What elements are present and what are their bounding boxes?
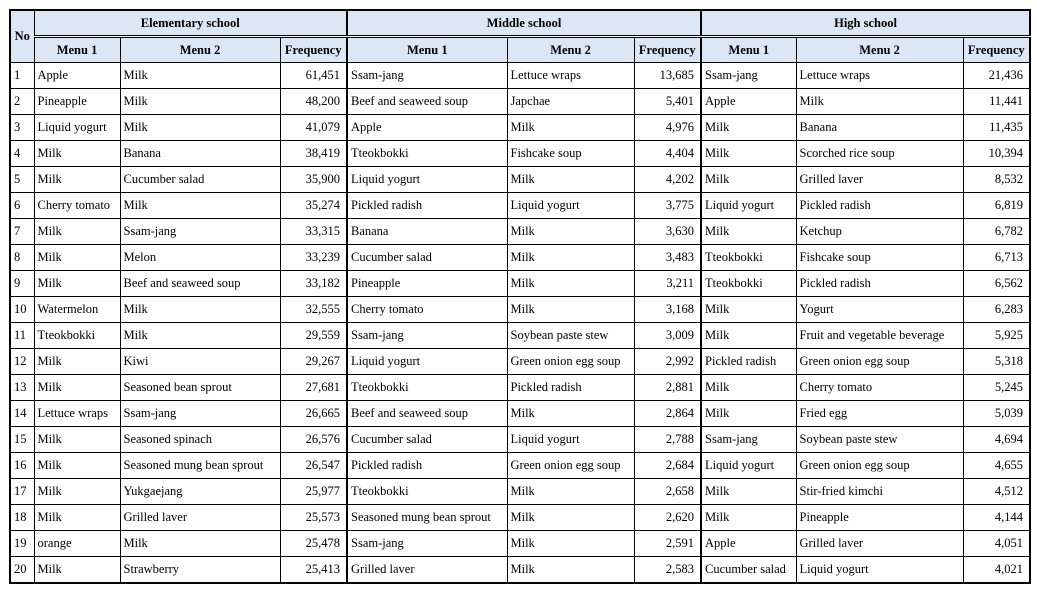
elementary-menu1-cell: Pineapple [34,89,120,115]
high-menu2-cell: Scorched rice soup [796,141,963,167]
high-menu1-cell: Milk [701,479,796,505]
middle-menu1-cell: Beef and seaweed soup [347,89,507,115]
middle-menu1-cell: Pickled radish [347,193,507,219]
high-menu1-cell: Tteokbokki [701,245,796,271]
table-row [10,245,1030,271]
elementary-menu1-cell: Lettuce wraps [34,401,120,427]
high-menu1-cell: Milk [701,115,796,141]
middle-menu1-cell: Seasoned mung bean sprout [347,505,507,531]
high-menu2-cell: Cherry tomato [796,375,963,401]
high-menu1-cell: Cucumber salad [701,557,796,584]
elementary-school-header: Elementary school [34,10,347,37]
high-menu2-cell: Pickled radish [796,193,963,219]
table-row [10,531,1030,557]
high-menu1-cell: Milk [701,401,796,427]
high-menu1-cell: Apple [701,89,796,115]
elementary-menu2-cell: Milk [120,89,280,115]
middle-menu1-cell: Cherry tomato [347,297,507,323]
high-school-header: High school [701,10,1030,37]
middle-frequency-cell: 4,404 [634,141,701,167]
middle-frequency-cell: 2,620 [634,505,701,531]
middle-menu2-cell: Pickled radish [507,375,634,401]
middle-frequency-cell: 5,401 [634,89,701,115]
elementary-frequency-cell: 26,576 [280,427,347,453]
middle-menu1-cell: Banana [347,219,507,245]
high-frequency-cell: 6,713 [963,245,1030,271]
row-number-cell: 14 [10,401,34,427]
elementary-frequency-cell: 35,274 [280,193,347,219]
middle-menu1-cell: Cucumber salad [347,245,507,271]
elementary-frequency-cell: 26,547 [280,453,347,479]
table-row [10,427,1030,453]
high-menu2-cell: Fruit and vegetable beverage [796,323,963,349]
middle-menu1-cell: Tteokbokki [347,479,507,505]
elementary-menu2-cell: Seasoned bean sprout [120,375,280,401]
high-frequency-cell: 6,782 [963,219,1030,245]
middle-school-header: Middle school [347,10,701,37]
middle-menu2-cell: Green onion egg soup [507,349,634,375]
elementary-frequency-cell: 25,413 [280,557,347,584]
middle-menu2-cell: Milk [507,219,634,245]
row-number-cell: 9 [10,271,34,297]
high-menu2-cell: Banana [796,115,963,141]
high-menu2-cell: Yogurt [796,297,963,323]
table-row [10,219,1030,245]
table-row [10,401,1030,427]
elementary-frequency-cell: 25,478 [280,531,347,557]
elementary-menu1-cell: Milk [34,453,120,479]
middle-menu1-cell: Pineapple [347,271,507,297]
table-row [10,167,1030,193]
middle-menu1-cell: Cucumber salad [347,427,507,453]
elementary-frequency-cell: 25,573 [280,505,347,531]
high-menu2-cell: Fried egg [796,401,963,427]
high-menu1-cell: Liquid yogurt [701,453,796,479]
middle-menu2-cell: Milk [507,401,634,427]
high-frequency-cell: 8,532 [963,167,1030,193]
elementary-menu2-cell: Milk [120,115,280,141]
elementary-menu2-cell: Grilled laver [120,505,280,531]
row-number-cell: 12 [10,349,34,375]
elementary-frequency-cell: 35,900 [280,167,347,193]
table-row [10,323,1030,349]
high-menu1-cell: Ssam-jang [701,427,796,453]
elementary-menu1-cell: Milk [34,219,120,245]
high-menu2-header: Menu 2 [796,37,963,63]
table-row [10,375,1030,401]
high-frequency-cell: 11,441 [963,89,1030,115]
elementary-menu2-cell: Melon [120,245,280,271]
middle-menu2-cell: Green onion egg soup [507,453,634,479]
middle-frequency-cell: 2,992 [634,349,701,375]
elementary-menu2-cell: Milk [120,297,280,323]
high-menu1-header: Menu 1 [701,37,796,63]
elementary-menu1-cell: Milk [34,375,120,401]
elementary-menu2-cell: Strawberry [120,557,280,584]
middle-menu2-cell: Milk [507,531,634,557]
high-menu2-cell: Pineapple [796,505,963,531]
row-number-cell: 5 [10,167,34,193]
middle-menu2-header: Menu 2 [507,37,634,63]
middle-menu2-cell: Liquid yogurt [507,193,634,219]
row-number-cell: 2 [10,89,34,115]
middle-menu2-cell: Lettuce wraps [507,63,634,89]
row-number-cell: 7 [10,219,34,245]
elementary-menu1-cell: Milk [34,271,120,297]
elementary-menu2-cell: Seasoned spinach [120,427,280,453]
middle-frequency-cell: 2,864 [634,401,701,427]
row-number-cell: 3 [10,115,34,141]
elementary-menu2-cell: Cucumber salad [120,167,280,193]
elementary-menu2-cell: Banana [120,141,280,167]
high-frequency-cell: 4,144 [963,505,1030,531]
elementary-frequency-cell: 33,315 [280,219,347,245]
high-menu1-cell: Milk [701,323,796,349]
elementary-menu1-cell: Milk [34,479,120,505]
middle-menu2-cell: Soybean paste stew [507,323,634,349]
table-row [10,453,1030,479]
middle-menu1-cell: Apple [347,115,507,141]
middle-frequency-cell: 4,976 [634,115,701,141]
middle-menu1-cell: Pickled radish [347,453,507,479]
high-menu1-cell: Apple [701,531,796,557]
high-menu2-cell: Pickled radish [796,271,963,297]
middle-menu1-cell: Liquid yogurt [347,167,507,193]
high-menu2-cell: Green onion egg soup [796,349,963,375]
table-container [9,9,1031,584]
elementary-frequency-cell: 61,451 [280,63,347,89]
middle-menu2-cell: Milk [507,167,634,193]
high-frequency-cell: 21,436 [963,63,1030,89]
elementary-frequency-cell: 48,200 [280,89,347,115]
middle-frequency-cell: 2,591 [634,531,701,557]
high-menu2-cell: Grilled laver [796,531,963,557]
menu-frequency-table [9,9,1031,584]
high-menu1-cell: Milk [701,167,796,193]
middle-frequency-cell: 3,630 [634,219,701,245]
elementary-menu2-cell: Ssam-jang [120,401,280,427]
middle-menu2-cell: Milk [507,505,634,531]
elementary-frequency-cell: 25,977 [280,479,347,505]
middle-menu2-cell: Milk [507,297,634,323]
table-row [10,349,1030,375]
middle-menu2-cell: Milk [507,557,634,584]
row-number-cell: 8 [10,245,34,271]
elementary-menu2-cell: Milk [120,193,280,219]
elementary-menu1-cell: Milk [34,427,120,453]
high-menu2-cell: Lettuce wraps [796,63,963,89]
table-row [10,115,1030,141]
high-menu2-cell: Fishcake soup [796,245,963,271]
middle-frequency-cell: 2,788 [634,427,701,453]
row-number-cell: 11 [10,323,34,349]
elementary-menu1-cell: Milk [34,349,120,375]
table-body [10,63,1030,584]
high-frequency-cell: 4,051 [963,531,1030,557]
high-menu2-cell: Grilled laver [796,167,963,193]
elementary-menu1-cell: Milk [34,505,120,531]
middle-menu1-cell: Tteokbokki [347,375,507,401]
row-number-cell: 19 [10,531,34,557]
high-menu1-cell: Milk [701,297,796,323]
high-frequency-cell: 5,245 [963,375,1030,401]
row-number-cell: 13 [10,375,34,401]
high-menu1-cell: Milk [701,141,796,167]
elementary-menu2-cell: Milk [120,323,280,349]
elementary-frequency-cell: 27,681 [280,375,347,401]
high-frequency-cell: 4,512 [963,479,1030,505]
middle-menu1-cell: Ssam-jang [347,531,507,557]
high-frequency-cell: 5,925 [963,323,1030,349]
high-menu1-cell: Ssam-jang [701,63,796,89]
elementary-frequency-cell: 29,559 [280,323,347,349]
middle-frequency-cell: 13,685 [634,63,701,89]
middle-menu1-header: Menu 1 [347,37,507,63]
high-menu2-cell: Stir-fried kimchi [796,479,963,505]
middle-frequency-header: Frequency [634,37,701,63]
high-menu2-cell: Ketchup [796,219,963,245]
elementary-menu1-cell: Milk [34,141,120,167]
table-row [10,89,1030,115]
elementary-frequency-cell: 33,239 [280,245,347,271]
table-row [10,271,1030,297]
middle-frequency-cell: 2,583 [634,557,701,584]
elementary-menu1-cell: Milk [34,167,120,193]
elementary-menu1-cell: Liquid yogurt [34,115,120,141]
high-menu2-cell: Milk [796,89,963,115]
table-row [10,505,1030,531]
middle-menu1-cell: Grilled laver [347,557,507,584]
row-number-cell: 20 [10,557,34,584]
elementary-frequency-cell: 32,555 [280,297,347,323]
middle-menu2-cell: Milk [507,115,634,141]
middle-frequency-cell: 2,684 [634,453,701,479]
row-number-cell: 17 [10,479,34,505]
table-row [10,193,1030,219]
high-frequency-cell: 6,562 [963,271,1030,297]
table-row [10,479,1030,505]
high-frequency-cell: 5,318 [963,349,1030,375]
table-header [10,10,1030,63]
middle-menu1-cell: Beef and seaweed soup [347,401,507,427]
high-frequency-cell: 5,039 [963,401,1030,427]
elementary-menu1-cell: Milk [34,245,120,271]
high-menu1-cell: Tteokbokki [701,271,796,297]
middle-menu2-cell: Liquid yogurt [507,427,634,453]
table-row [10,63,1030,89]
high-menu1-cell: Milk [701,219,796,245]
high-frequency-cell: 4,021 [963,557,1030,584]
elementary-menu2-cell: Milk [120,531,280,557]
elementary-menu1-cell: Tteokbokki [34,323,120,349]
high-frequency-cell: 6,819 [963,193,1030,219]
elementary-menu2-cell: Milk [120,63,280,89]
middle-frequency-cell: 3,211 [634,271,701,297]
high-frequency-cell: 10,394 [963,141,1030,167]
row-number-cell: 4 [10,141,34,167]
elementary-frequency-cell: 29,267 [280,349,347,375]
elementary-frequency-cell: 26,665 [280,401,347,427]
high-menu2-cell: Liquid yogurt [796,557,963,584]
row-number-cell: 10 [10,297,34,323]
middle-menu2-cell: Fishcake soup [507,141,634,167]
high-frequency-cell: 4,655 [963,453,1030,479]
high-menu1-cell: Pickled radish [701,349,796,375]
middle-frequency-cell: 3,775 [634,193,701,219]
high-frequency-cell: 6,283 [963,297,1030,323]
row-number-cell: 15 [10,427,34,453]
elementary-menu1-cell: Apple [34,63,120,89]
middle-menu2-cell: Milk [507,245,634,271]
high-menu2-cell: Green onion egg soup [796,453,963,479]
middle-menu1-cell: Ssam-jang [347,63,507,89]
high-frequency-cell: 4,694 [963,427,1030,453]
middle-frequency-cell: 2,658 [634,479,701,505]
table-row [10,297,1030,323]
row-number-cell: 6 [10,193,34,219]
table-row [10,557,1030,584]
elementary-menu2-cell: Beef and seaweed soup [120,271,280,297]
middle-menu2-cell: Japchae [507,89,634,115]
middle-menu1-cell: Ssam-jang [347,323,507,349]
elementary-menu1-header: Menu 1 [34,37,120,63]
middle-frequency-cell: 3,483 [634,245,701,271]
table-row [10,141,1030,167]
middle-frequency-cell: 2,881 [634,375,701,401]
high-menu1-cell: Liquid yogurt [701,193,796,219]
elementary-menu1-cell: orange [34,531,120,557]
middle-menu2-cell: Milk [507,479,634,505]
elementary-menu2-cell: Ssam-jang [120,219,280,245]
elementary-menu2-cell: Kiwi [120,349,280,375]
middle-menu1-cell: Tteokbokki [347,141,507,167]
row-number-cell: 1 [10,63,34,89]
no-header: No [10,10,34,63]
high-menu1-cell: Milk [701,505,796,531]
row-number-cell: 16 [10,453,34,479]
elementary-menu2-header: Menu 2 [120,37,280,63]
middle-menu2-cell: Milk [507,271,634,297]
elementary-frequency-cell: 41,079 [280,115,347,141]
elementary-menu2-cell: Seasoned mung bean sprout [120,453,280,479]
middle-menu1-cell: Liquid yogurt [347,349,507,375]
elementary-frequency-header: Frequency [280,37,347,63]
middle-frequency-cell: 4,202 [634,167,701,193]
high-frequency-cell: 11,435 [963,115,1030,141]
row-number-cell: 18 [10,505,34,531]
high-menu2-cell: Soybean paste stew [796,427,963,453]
middle-frequency-cell: 3,009 [634,323,701,349]
elementary-menu1-cell: Milk [34,557,120,584]
elementary-menu1-cell: Cherry tomato [34,193,120,219]
elementary-menu1-cell: Watermelon [34,297,120,323]
elementary-frequency-cell: 33,182 [280,271,347,297]
middle-frequency-cell: 3,168 [634,297,701,323]
high-frequency-header: Frequency [963,37,1030,63]
elementary-frequency-cell: 38,419 [280,141,347,167]
elementary-menu2-cell: Yukgaejang [120,479,280,505]
high-menu1-cell: Milk [701,375,796,401]
